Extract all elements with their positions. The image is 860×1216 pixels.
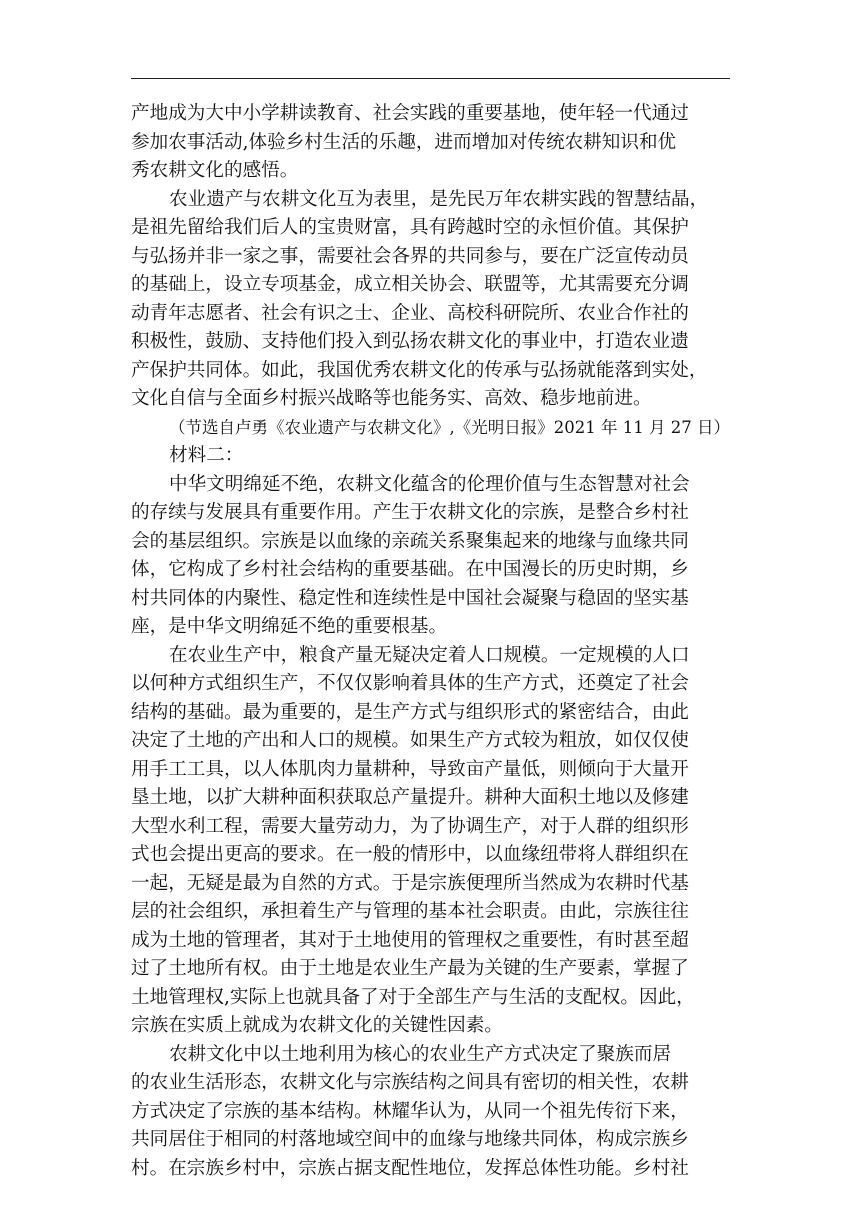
text-line: 结构的基础。最为重要的，是生产方式与组织形式的紧密结合，由此 (131, 701, 689, 723)
text-line: 是祖先留给我们后人的宝贵财富，具有跨越时空的永恒价值。其保护 (131, 217, 689, 238)
text-line: 文化自信与全面乡村振兴战略等也能务实、高效、稳步地前进。 (131, 388, 652, 409)
text-line: 式也会提出更高的要求。在一般的情形中，以血缘纽带将人群组织在 (131, 844, 689, 865)
paragraph-first-line: 中华文明绵延不绝，农耕文化蕴含的伦理价值与生态智慧对社会 (169, 473, 690, 495)
text-line: 共同居住于相同的村落地域空间中的血缘与地缘共同体，构成宗族乡 (131, 1129, 689, 1150)
text-line: 宗族在实质上就成为农耕文化的关键性因素。 (131, 1015, 503, 1036)
source-citation: （节选自卢勇《农业遗产与农耕文化》,《光明日报》2021 年 11 月 27 日） (169, 417, 730, 437)
text-line: 动青年志愿者、社会有识之士、企业、高校科研院所、农业合作社的 (131, 302, 689, 324)
text-line: 的存续与发展具有重要作用。产生于农耕文化的宗族，是整合乡村社 (131, 502, 689, 523)
text-line: 一起，无疑是最为自然的方式。于是宗族便理所当然成为农耕时代基 (131, 872, 689, 894)
text-line: 的基础上，设立专项基金，成立相关协会、联盟等，尤其需要充分调 (131, 274, 689, 295)
text-line: 产地成为大中小学耕读教育、社会实践的重要基地，使年轻一代通过 (131, 103, 689, 124)
text-line: 以何种方式组织生产，不仅仅影响着具体的生产方式，还奠定了社会 (131, 673, 689, 694)
header-rule (131, 78, 730, 79)
paragraph-first-line: 在农业生产中，粮食产量无疑决定着人口规模。一定规模的人口 (169, 644, 690, 666)
section-heading: 材料二： (169, 445, 244, 466)
paragraph-first-line: 农业遗产与农耕文化互为表里，是先民万年农耕实践的智慧结晶， (169, 188, 709, 210)
text-line: 参加农事活动,体验乡村生活的乐趣，进而增加对传统农耕知识和优 (131, 131, 677, 153)
document-body (131, 100, 730, 1183)
text-line: 方式决定了宗族的基本结构。林耀华认为，从同一个祖先传衍下来， (131, 1100, 689, 1122)
text-line: 产保护共同体。如此，我国优秀农耕文化的传承与弘扬就能落到实处， (131, 359, 708, 381)
text-line: 会的基层组织。宗族是以血缘的亲疏关系聚集起来的地缘与血缘共同 (131, 530, 689, 552)
text-line: 的农业生活形态，农耕文化与宗族结构之间具有密切的相关性，农耕 (131, 1072, 689, 1093)
text-line: 层的社会组织，承担着生产与管理的基本社会职责。由此，宗族往往 (131, 901, 689, 922)
text-line: 村。在宗族乡村中，宗族占据支配性地位，发挥总体性功能。乡村社 (131, 1157, 689, 1179)
text-line: 用手工工具，以人体肌肉力量耕种，导致亩产量低，则倾向于大量开 (131, 758, 689, 780)
text-line: 成为土地的管理者，其对于土地使用的管理权之重要性，有时甚至超 (131, 929, 689, 951)
text-line: 垦土地，以扩大耕种面积获取总产量提升。耕种大面积土地以及修建 (131, 787, 689, 808)
text-line: 大型水利工程，需要大量劳动力，为了协调生产，对于人群的组织形 (131, 815, 689, 837)
paragraph-first-line: 农耕文化中以土地利用为核心的农业生产方式决定了聚族而居 (169, 1043, 672, 1065)
text-line: 土地管理权,实际上也就具备了对于全部生产与生活的支配权。因此， (131, 986, 695, 1008)
text-line: 决定了土地的产出和人口的规模。如果生产方式较为粗放，如仅仅使 (131, 730, 689, 751)
text-line: 体，它构成了乡村社会结构的重要基础。在中国漫长的历史时期，乡 (131, 559, 689, 580)
text-line: 积极性，鼓励、支持他们投入到弘扬农耕文化的事业中，打造农业遗 (131, 331, 689, 352)
text-line: 村共同体的内聚性、稳定性和连续性是中国社会凝聚与稳固的坚实基 (131, 587, 689, 609)
text-line: 过了土地所有权。由于土地是农业生产最为关键的生产要素，掌握了 (131, 958, 689, 979)
text-line: 座，是中华文明绵延不绝的重要根基。 (131, 616, 448, 637)
text-line: 秀农耕文化的感悟。 (131, 160, 299, 181)
text-line: 与弘扬并非一家之事，需要社会各界的共同参与，要在广泛宣传动员 (131, 245, 689, 267)
